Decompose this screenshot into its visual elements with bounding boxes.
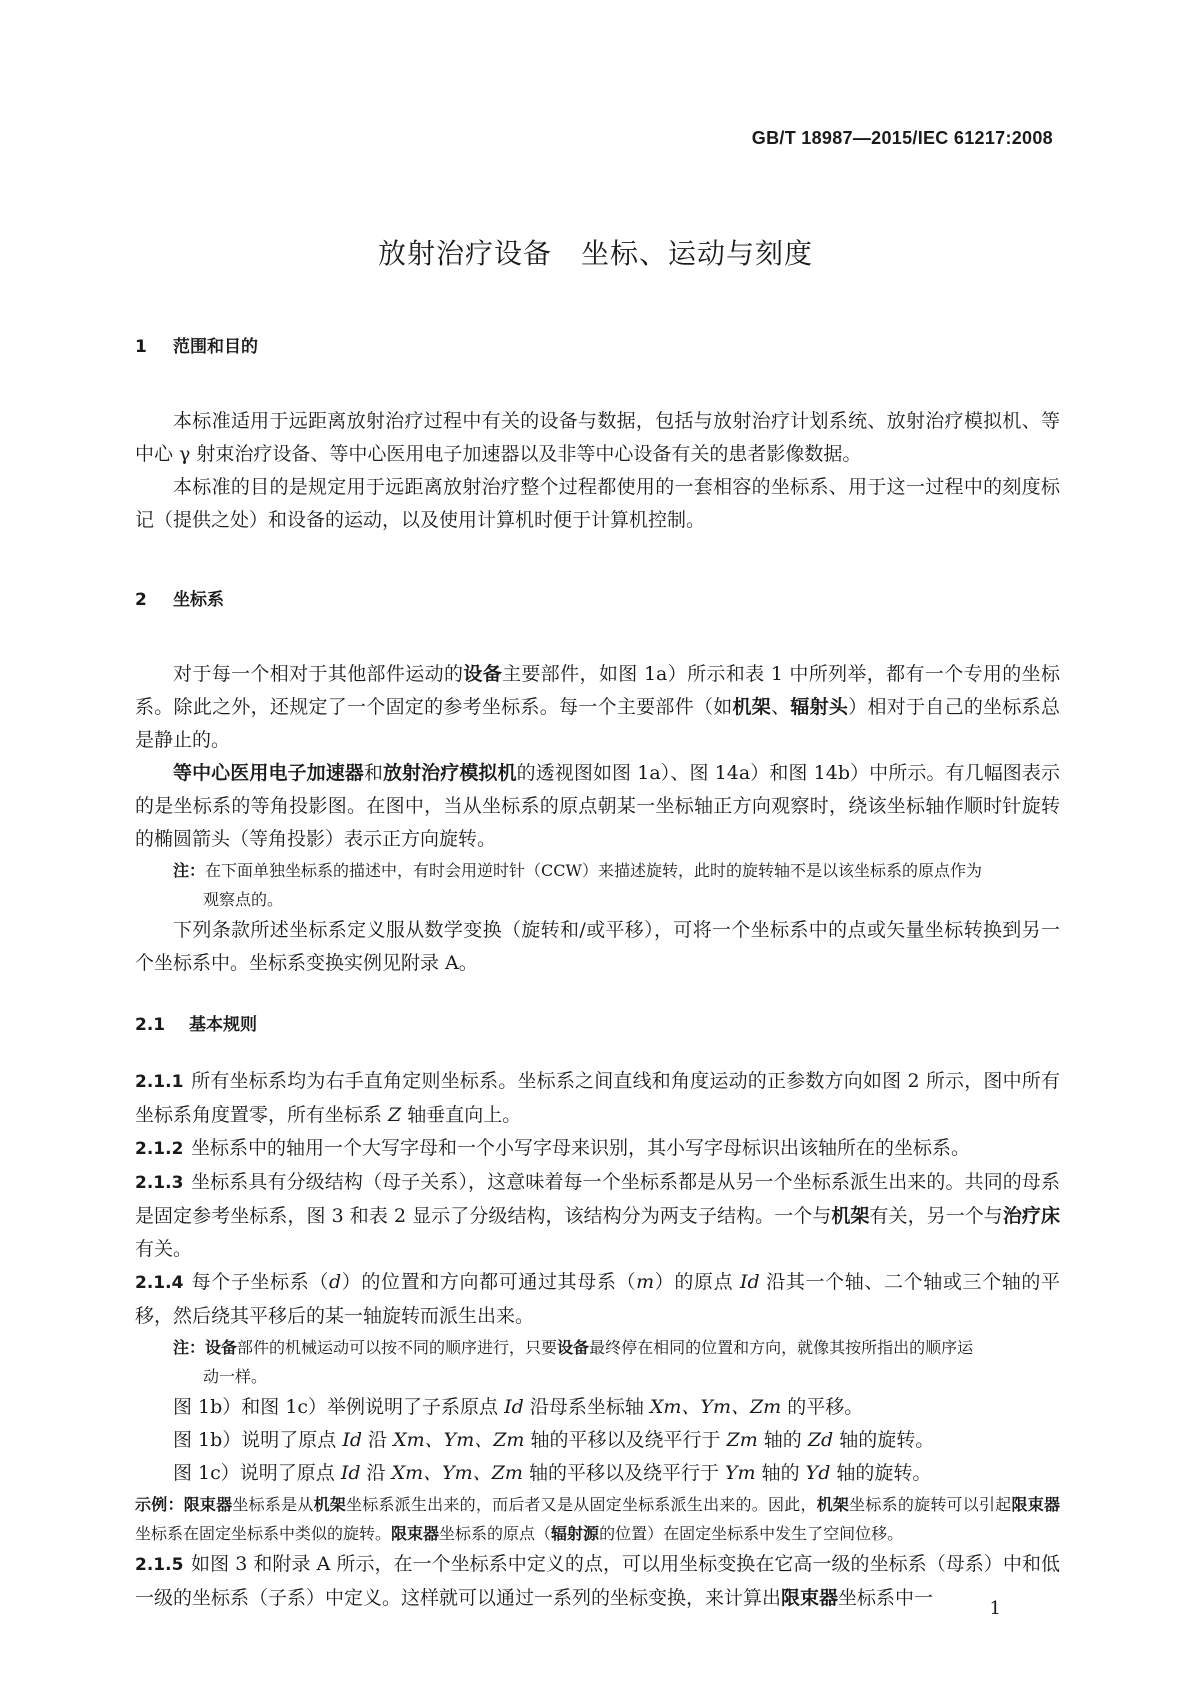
defined-term: 放射治疗模拟机	[382, 762, 517, 784]
defined-term: 限束器	[1011, 1495, 1060, 1514]
section-2-1-heading	[135, 1010, 1060, 1035]
page-number: 1	[989, 1598, 1001, 1619]
figure-1-description: 图 1b）和图 1c）举例说明了子系原点 Id 沿母系坐标轴 Xm、Ym、Zm 的平移。	[173, 1396, 864, 1418]
note-continuation: 观察点的。	[203, 890, 284, 909]
scope-paragraph: 本标准适用于远距离放射治疗过程中有关的设备与数据，包括与放射治疗计划系统、放射治疗模拟机、等中心 γ 射束治疗设备、等中心医用电子加速器以及非等中心设备有关的患者影像数据。	[135, 410, 1060, 465]
example: 示例：限束器坐标系是从机架坐标系派生出来的，而后者又是从固定坐标系派生出来的。因此，机架坐标系的旋转可以引起限束器坐标系在固定坐标系中类似的旋转。限束器坐标系的原点（辐射源的位置）在固定坐标系中发生了空间位移。	[135, 1495, 1060, 1543]
section-1-heading	[135, 332, 1060, 357]
defined-term: 限束器	[391, 1524, 440, 1543]
clause-2-1-2: 2.1.2 坐标系中的轴用一个大写字母和一个小写字母来识别，其小写字母标识出该轴所在的坐标系。	[135, 1132, 1060, 1166]
clause-number: 2.1.3	[135, 1173, 184, 1193]
figure-1b-description: 图 1b）说明了原点 Id 沿 Xm、Ym、Zm 轴的平移以及绕平行于 Zm 轴的 Zd 轴的旋转。	[173, 1429, 935, 1451]
defined-term: 辐射源	[551, 1524, 600, 1543]
defined-term: 限束器	[781, 1587, 839, 1609]
transformation-paragraph: 下列条款所述坐标系定义服从数学变换（旋转和/或平移），可将一个坐标系中的点或矢量坐标转换到另一个坐标系中。坐标系变换实例见附录 A。	[135, 919, 1060, 974]
standard-number: GB/T 18987—2015/IEC 61217:2008	[751, 128, 1053, 148]
section-number: 2	[135, 590, 147, 610]
defined-term: 限束器	[183, 1495, 233, 1514]
defined-term: 机架	[831, 1205, 870, 1227]
note: 注：在下面单独坐标系的描述中，有时会用逆时针（CCW）来描述旋转，此时的旋转轴不是以该坐标系的原点作为	[173, 861, 982, 880]
defined-term: 治疗床	[1002, 1205, 1060, 1227]
clause-2-1-3: 2.1.3 坐标系具有分级结构（母子关系），这意味着每一个坐标系都是从另一个坐标系派生出来的。共同的母系是固定参考坐标系，图 3 和表 2 显示了分级结构，该结构分为两支子结构。一个与机架有关，另一个与治疗床有关。	[135, 1166, 1060, 1266]
document-body	[135, 332, 1060, 1615]
perspective-paragraph: 等中心医用电子加速器和放射治疗模拟机的透视图如图 1a）、图 14a）和图 14b）中所示。有几幅图表示的是坐标系的等角投影图。在图中，当从坐标系的原点朝某一坐标轴正方向观察时，绕该坐标轴作顺时针旋转的椭圆箭头（等角投影）表示正方向旋转。	[135, 762, 1060, 850]
section-title: 坐标系	[173, 590, 224, 610]
section-number: 2.1	[135, 1015, 166, 1035]
section-2-heading	[135, 585, 1060, 610]
defined-term: 机架	[732, 696, 772, 718]
defined-term: 辐射头	[790, 696, 849, 718]
coordinate-systems-paragraph: 对于每一个相对于其他部件运动的设备主要部件，如图 1a）所示和表 1 中所列举，都有一个专用的坐标系。除此之外，还规定了一个固定的参考坐标系。每一个主要部件（如机架、辐射头）相对于自己的坐标系总是静止的。	[135, 663, 1060, 751]
defined-term: 设备	[205, 1338, 238, 1357]
clause-number: 2.1.5	[135, 1555, 184, 1575]
section-number: 1	[135, 337, 147, 357]
clause-number: 2.1.1	[135, 1072, 184, 1092]
clause-number: 2.1.2	[135, 1139, 184, 1159]
figure-1c-description: 图 1c）说明了原点 Id 沿 Xm、Ym、Zm 轴的平移以及绕平行于 Ym 轴的 Yd 轴的旋转。	[173, 1462, 932, 1484]
section-title: 范围和目的	[173, 337, 258, 357]
clause-2-1-5: 2.1.5 如图 3 和附录 A 所示，在一个坐标系中定义的点，可以用坐标变换在它高一级的坐标系（母系）中和低一级的坐标系（子系）中定义。这样就可以通过一系列的坐标变换，来计算出限束器坐标系中一	[135, 1548, 1060, 1615]
clause-2-1-4: 2.1.4 每个子坐标系（d）的位置和方向都可通过其母系（m）的原点 Id 沿其一个轴、二个轴或三个轴的平移，然后绕其平移后的某一轴旋转而派生出来。	[135, 1266, 1060, 1333]
note-label: 注：	[173, 1338, 206, 1357]
note-continuation: 动一样。	[203, 1367, 268, 1386]
defined-term: 机架	[816, 1495, 850, 1514]
clause-number: 2.1.4	[135, 1273, 184, 1293]
section-title: 基本规则	[189, 1015, 257, 1035]
purpose-paragraph: 本标准的目的是规定用于远距离放射治疗整个过程都使用的一套相容的坐标系、用于这一过程中的刻度标记（提供之处）和设备的运动，以及使用计算机时便于计算机控制。	[135, 476, 1060, 531]
note-label: 注：	[173, 861, 206, 880]
defined-term: 设备	[463, 663, 503, 685]
defined-term: 设备	[557, 1338, 590, 1357]
clause-2-1-1: 2.1.1 所有坐标系均为右手直角定则坐标系。坐标系之间直线和角度运动的正参数方向如图 2 所示，图中所有坐标系角度置零，所有坐标系 Z 轴垂直向上。	[135, 1065, 1060, 1132]
note: 注：设备部件的机械运动可以按不同的顺序进行，只要设备最终停在相同的位置和方向，就像其按所指出的顺序运	[173, 1338, 974, 1357]
example-label: 示例：	[135, 1495, 184, 1514]
defined-term: 等中心医用电子加速器	[173, 762, 364, 784]
document-title: 放射治疗设备 坐标、运动与刻度	[377, 237, 813, 270]
defined-term: 机架	[313, 1495, 347, 1514]
